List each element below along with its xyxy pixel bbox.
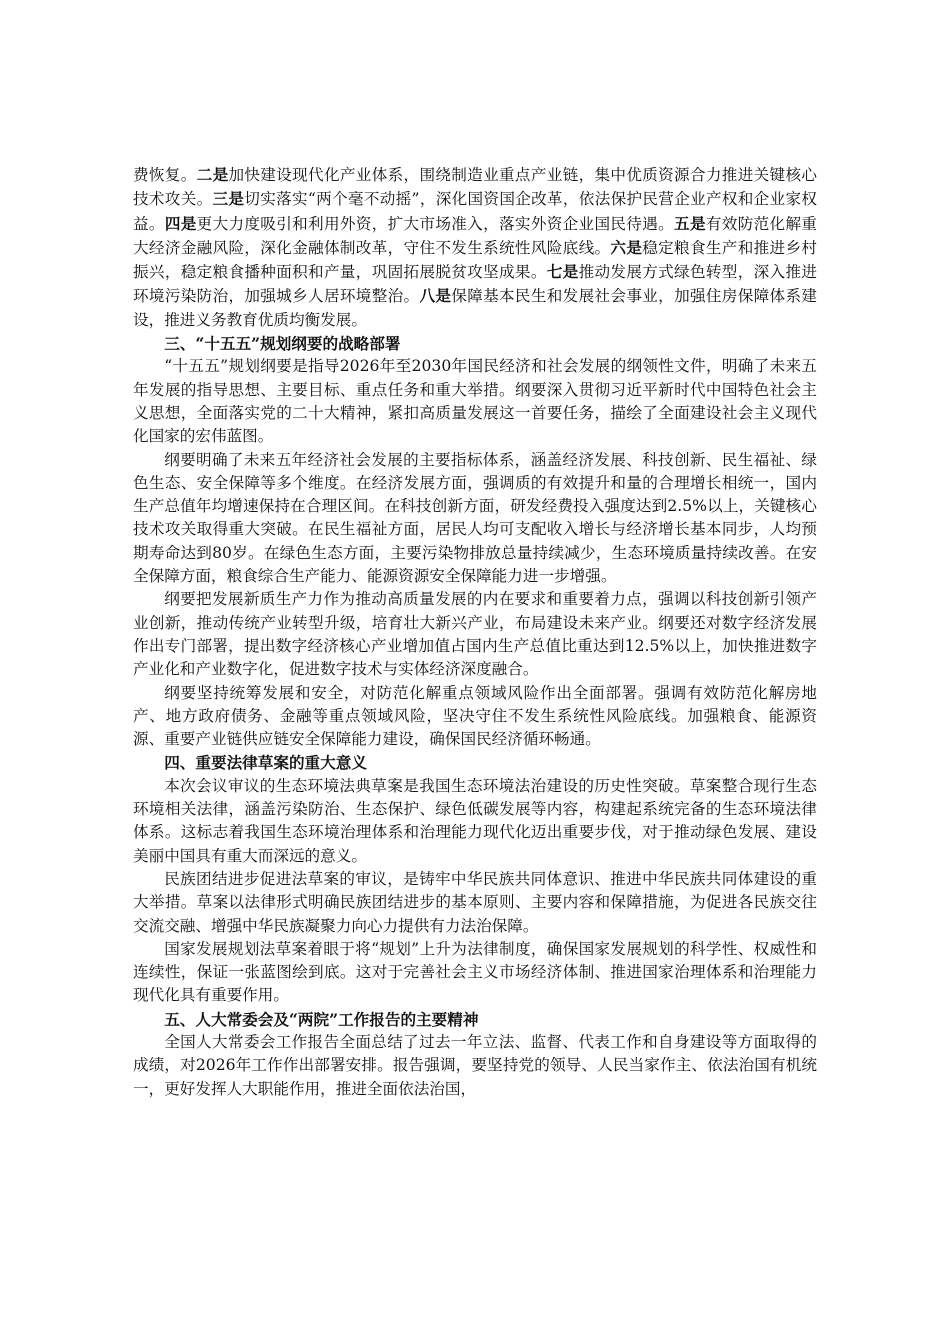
section-heading-5: 五、人大常委会及“两院”工作报告的主要精神 bbox=[164, 1009, 479, 1029]
section4-paragraph-1: 本次会议审议的生态环境法典草案是我国生态环境法治建设的历史性突破。草案整合现行生态环境相关法律，涵盖污染防治、生态保护、绿色低碳发展等内容，构建起系统完备的生态环境法律体系。这标志着我国生态环境治理体系和治理能力现代化迈出重要步伐，对于推动绿色发展、建设美丽中国具有重大而深远的意义。 bbox=[133, 776, 817, 865]
point-marker-3: 三是 bbox=[212, 189, 245, 209]
section4-paragraph-2: 民族团结进步促进法草案的审议，是铸牢中华民族共同体意识、推进中华民族共同体建设的重大举措。草案以法律形式明确民族团结进步的基本原则、主要内容和保障措施，为促进各民族交往交流交融、增强中华民族凝聚力向心力提供有力法治保障。 bbox=[133, 869, 817, 935]
intro-paragraph bbox=[133, 163, 817, 332]
section3-paragraph-4: 纲要坚持统筹发展和安全，对防范化解重点领域风险作出全面部署。强调有效防范化解房地产、地方政府债务、金融等重点领域风险，坚决守住不发生系统性风险底线。加强粮食、能源资源、重要产业链供应链安全保障能力建设，确保国民经济循环畅通。 bbox=[133, 683, 817, 749]
point-marker-6: 六是 bbox=[610, 237, 643, 257]
section5-paragraph-1: 全国人大常委会工作报告全面总结了过去一年立法、监督、代表工作和自身建设等方面取得的成绩，对2026年工作作出部署安排。报告强调，要坚持党的领导、人民当家作主、依法治国有机统一，更好发挥人大职能作用，推进全面依法治国， bbox=[133, 1032, 817, 1098]
section4-paragraph-3: 国家发展规划法草案着眼于将“规划”上升为法律制度，确保国家发展规划的科学性、权威性和连续性，保证一张蓝图绘到底。这对于完善社会主义市场经济体制、推进国家治理体系和治理能力现代化具有重要作用。 bbox=[133, 939, 817, 1005]
section3-paragraph-3: 纲要把发展新质生产力作为推动高质量发展的内在要求和重要着力点，强调以科技创新引领产业创新，推动传统产业转型升级，培育壮大新兴产业，布局建设未来产业。纲要还对数字经济发展作出专门部署，提出数字经济核心产业增加值占国内生产总值比重达到12.5%以上，加快推进数字产业化和产业数字化，促进数字技术与实体经济深度融合。 bbox=[133, 590, 817, 679]
point-marker-5: 五是 bbox=[674, 213, 706, 233]
intro-text: 费恢复。 bbox=[133, 166, 197, 184]
point-text-7: 推动发展方式绿色转型，深入推进环境污染防治，加强城乡人居环境整治。 bbox=[133, 263, 817, 306]
point-text-4: 更大力度吸引和利用外资，扩大市场准入，落实外资企业国民待遇。 bbox=[196, 214, 675, 233]
section-heading-3: 三、“十五五”规划纲要的战略部署 bbox=[164, 334, 401, 354]
point-text-6: 稳定粮食生产和推进乡村振兴，稳定粮食播种面积和产量，巩固拓展脱贫攻坚成果。 bbox=[133, 238, 817, 282]
document-body bbox=[133, 163, 817, 1101]
section3-paragraph-2: 纲要明确了未来五年经济社会发展的主要指标体系，涵盖经济发展、科技创新、民生福祉、绿色生态、安全保障等多个维度。在经济发展方面，强调质的有效提升和量的合理增长相统一，国内生产总值年均增速保持在合理区间。在科技创新方面，研发经费投入强度达到2.5%以上，关键核心技术攻关取得重大突破。在民生福祉方面，居民人均可支配收入增长与经济增长基本同步，人均预期寿命达到80岁。在绿色生态方面，主要污染物排放总量持续减少，生态环境质量持续改善。在安全保障方面，粮食综合生产能力、能源资源安全保障能力进一步增强。 bbox=[133, 450, 817, 586]
point-marker-8: 八是 bbox=[419, 286, 452, 306]
section-heading-4: 四、重要法律草案的重大意义 bbox=[164, 753, 367, 773]
point-text-8: 保障基本民生和发展社会事业，加强住房保障体系建设，推进义务教育优质均衡发展。 bbox=[133, 287, 817, 329]
point-marker-4: 四是 bbox=[164, 213, 197, 233]
section3-paragraph-1: “十五五”规划纲要是指导2026年至2030年国民经济和社会发展的纲领性文件，明确了未来五年发展的指导思想、主要目标、重点任务和重大举措。纲要深入贯彻习近平新时代中国特色社会主义思想，全面落实党的二十大精神，紧扣高质量发展这一首要任务，描绘了全面建设社会主义现代化国家的宏伟蓝图。 bbox=[133, 357, 817, 446]
point-marker-7: 七是 bbox=[546, 262, 579, 282]
point-text-2: 加快建设现代化产业体系，围绕制造业重点产业链，集中优质资源合力推进关键核心技术攻关。 bbox=[133, 166, 817, 209]
point-marker-2: 二是 bbox=[196, 165, 229, 184]
point-text-5: 有效防范化解重大经济金融风险，深化金融体制改革，守住不发生系统性风险底线。 bbox=[133, 214, 817, 257]
point-text-3: 切实落实“两个毫不动摇”，深化国资国企改革，依法保护民营企业产权和企业家权益。 bbox=[133, 190, 817, 233]
